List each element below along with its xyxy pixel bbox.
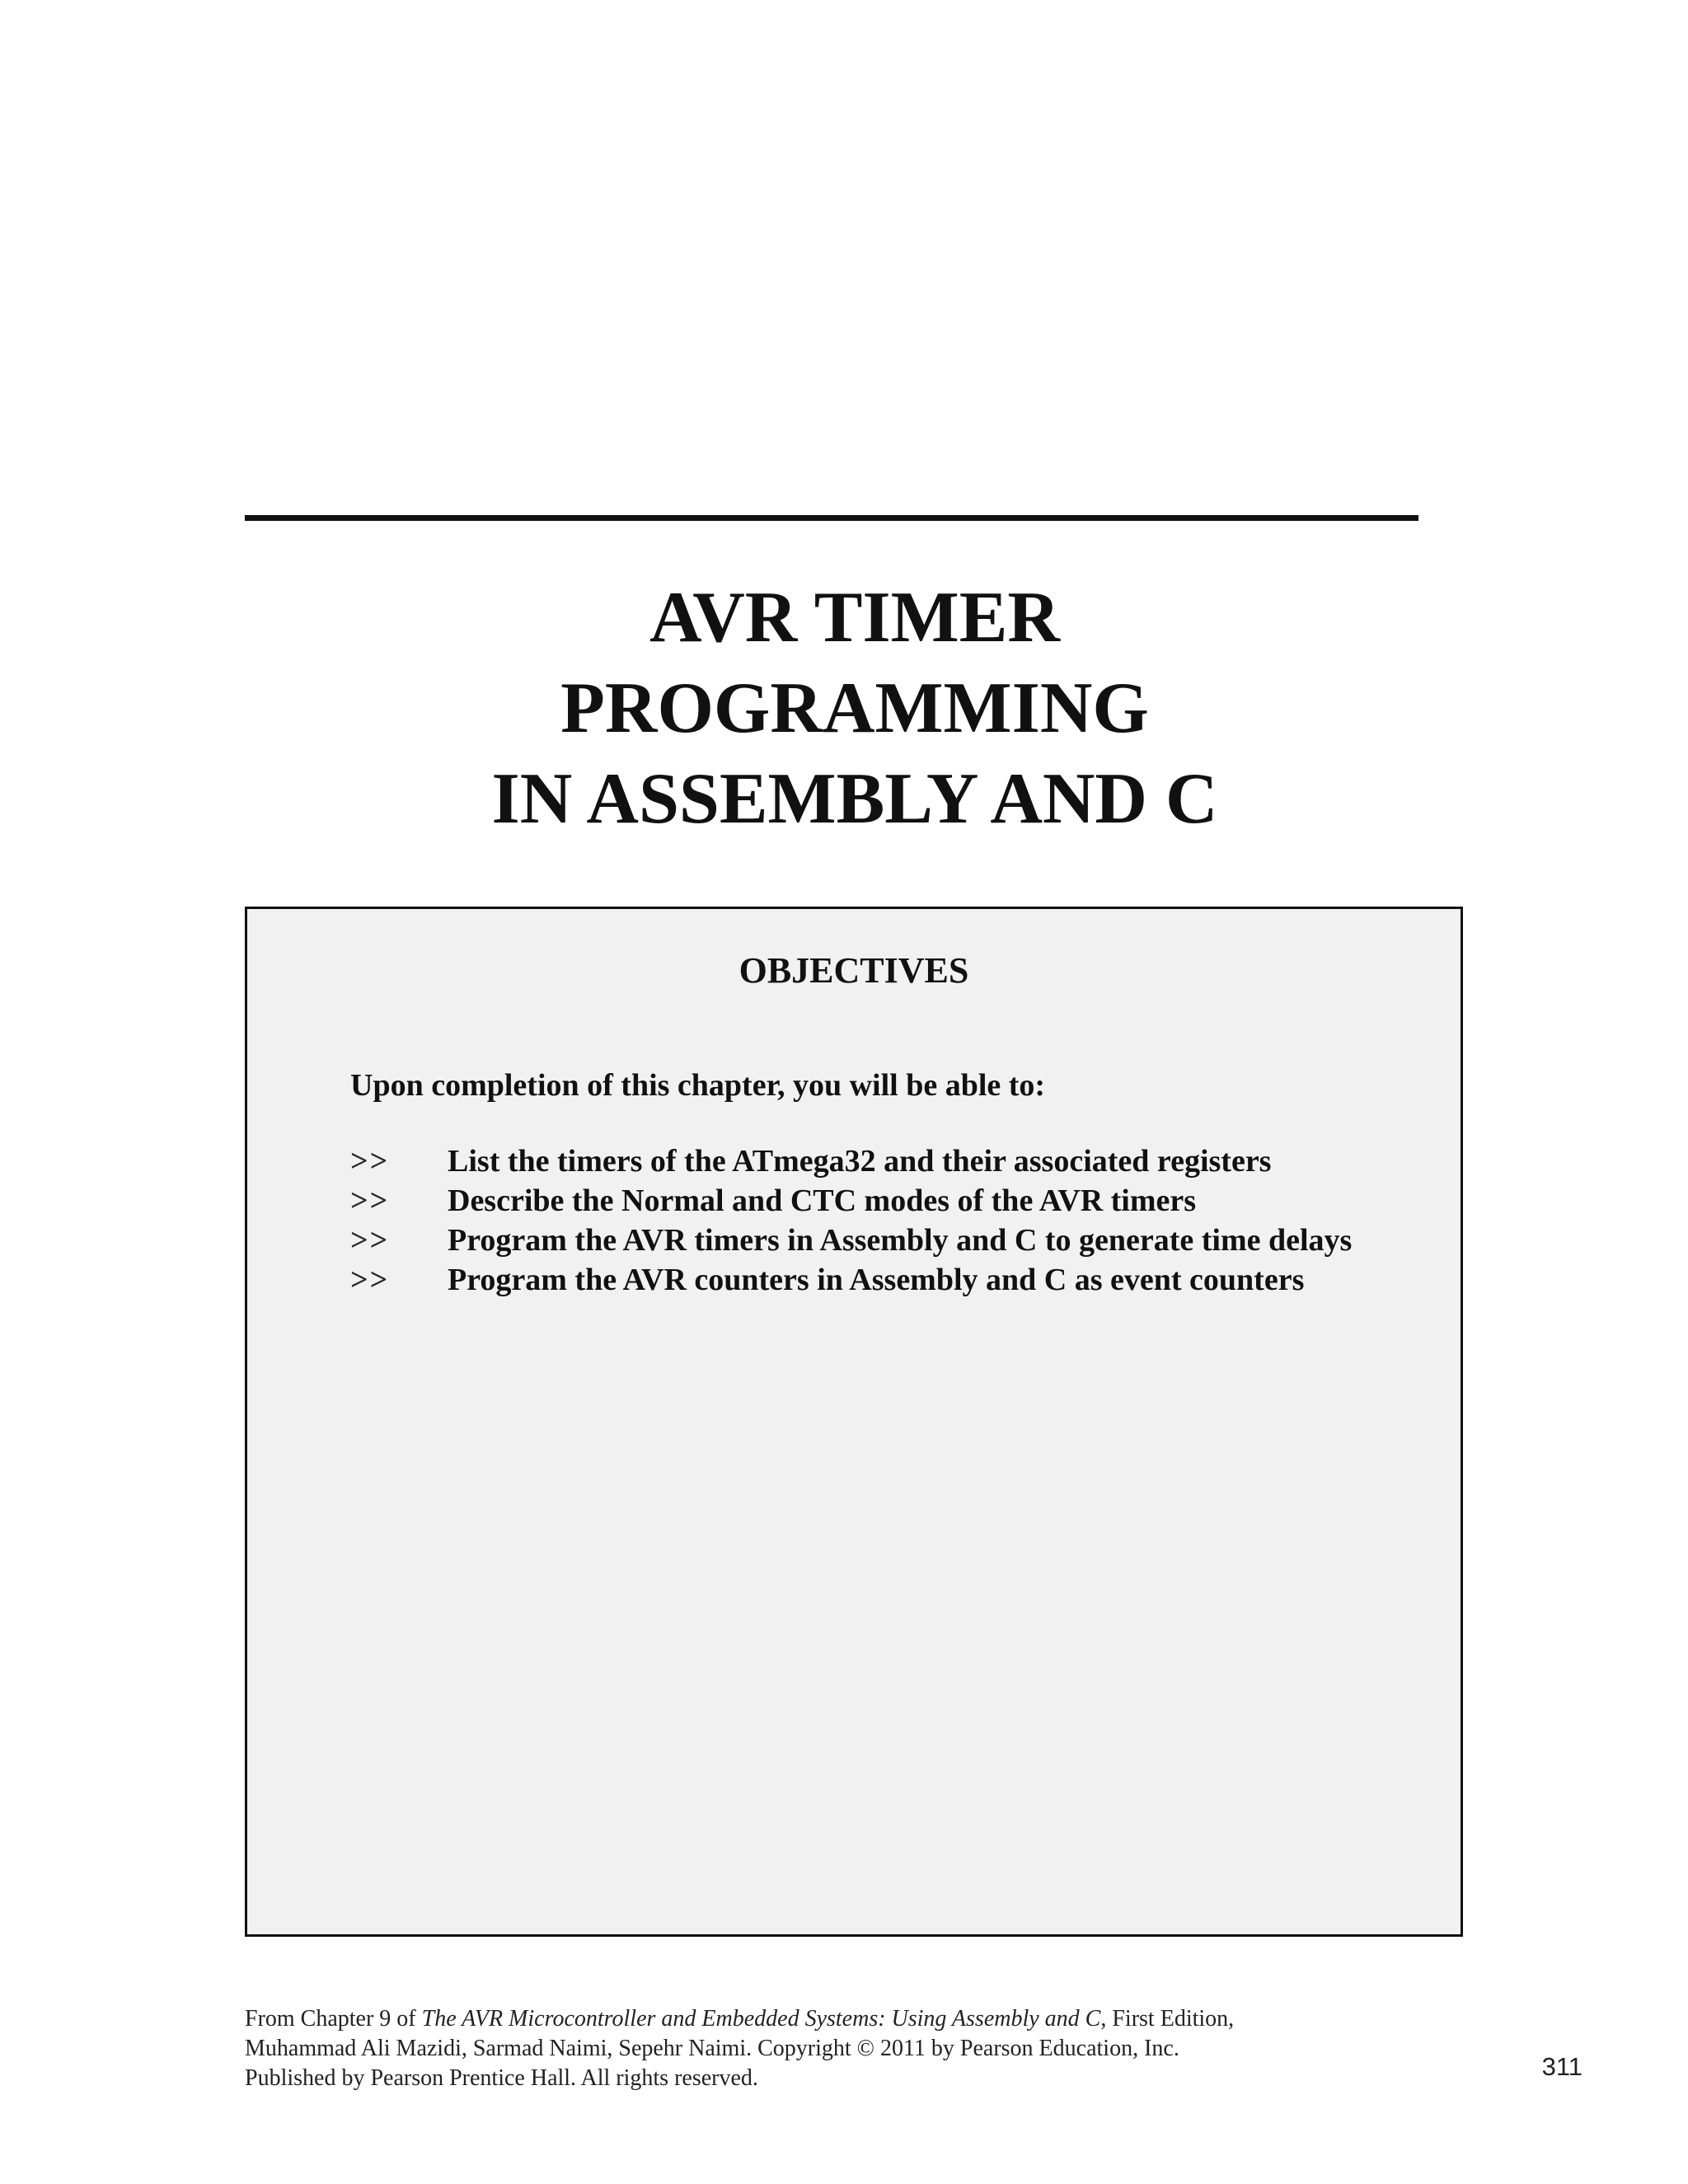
source-credit — [245, 2004, 1234, 2093]
source-credit-suffix: , First Edition, — [1100, 2006, 1235, 2032]
objective-bullet-icon: >> — [350, 1263, 390, 1297]
chapter-title-line-3: IN ASSEMBLY AND C — [491, 759, 1218, 839]
objective-text: List the timers of the ATmega32 and their associated registers — [448, 1144, 1272, 1179]
chapter-title-line-1: AVR TIMER — [649, 578, 1060, 658]
objective-item — [350, 1260, 1352, 1300]
chapter-title-line-2: PROGRAMMING — [560, 668, 1149, 748]
chapter-title — [245, 573, 1465, 845]
source-credit-line-2: Muhammad Ali Mazidi, Sarmad Naimi, Sepehr Naimi. Copyright © 2011 by Pearson Education, Inc. — [245, 2036, 1179, 2061]
objective-item — [350, 1181, 1352, 1221]
objectives-list — [350, 1141, 1352, 1300]
source-book-title: The AVR Microcontroller and Embedded Systems: Using Assembly and C — [421, 2006, 1101, 2032]
objective-text: Program the AVR counters in Assembly and C as event counters — [448, 1263, 1305, 1297]
page-number: 311 — [1541, 2052, 1582, 2081]
objective-bullet-icon: >> — [350, 1183, 390, 1218]
objective-item — [350, 1141, 1352, 1181]
objectives-intro: Upon completion of this chapter, you will be able to: — [350, 1068, 1046, 1103]
objective-text: Describe the Normal and CTC modes of the AVR timers — [448, 1183, 1197, 1218]
source-credit-line-3: Published by Pearson Prentice Hall. All rights reserved. — [245, 2065, 758, 2091]
objective-item — [350, 1221, 1352, 1260]
chapter-top-rule — [245, 515, 1418, 521]
objective-bullet-icon: >> — [350, 1144, 390, 1179]
source-credit-prefix: From Chapter 9 of — [245, 2006, 422, 2032]
source-credit-line-1 — [245, 2004, 1234, 2034]
objectives-heading: OBJECTIVES — [738, 950, 969, 991]
objective-bullet-icon: >> — [350, 1223, 390, 1258]
objective-text: Program the AVR timers in Assembly and C to generate time delays — [448, 1223, 1353, 1258]
objectives-box — [245, 907, 1463, 1937]
